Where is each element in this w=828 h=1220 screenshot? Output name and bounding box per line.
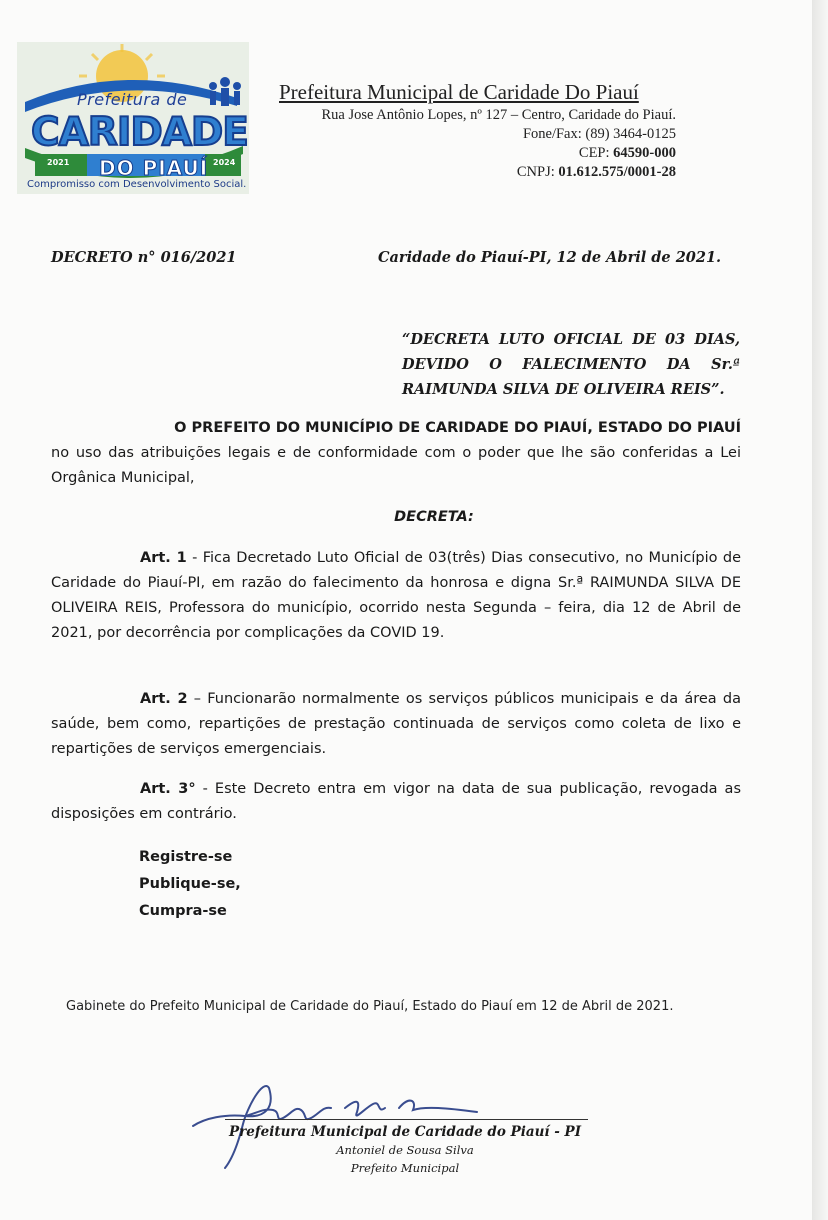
letterhead-title: Prefeitura Municipal de Caridade Do Piauí: [279, 80, 639, 104]
signature-line: [225, 1119, 588, 1120]
decree-number: DECRETO n° 016/2021: [51, 249, 237, 266]
logo-caridade-text: CARIDADE: [31, 110, 248, 155]
signature-role: Prefeito Municipal: [350, 1161, 460, 1175]
signature-name: Antoniel de Sousa Silva: [336, 1143, 474, 1157]
article-1-label: Art. 1: [140, 550, 187, 566]
preamble-text: no uso das atribuições legais e de conformidade com o poder que lhe são conferidas a Lei Orgânica Municipal,: [51, 445, 741, 486]
logo-slogan: Compromisso com Desenvolvimento Social.: [27, 179, 247, 190]
article-3-label: Art. 3°: [140, 781, 196, 797]
article-2-label: Art. 2: [140, 691, 188, 707]
decreta-heading: DECRETA:: [394, 509, 474, 525]
letterhead-info: [276, 106, 676, 182]
preamble-lead: O PREFEITO DO MUNICÍPIO DE CARIDADE DO PIAUÍ, ESTADO DO PIAUÍ: [174, 420, 741, 436]
article-1-text: - Fica Decretado Luto Oficial de 03(três) Dias consecutivo, no Município de Caridade do Piauí-PI, em razão do falecimento da honrosa e digna Sr.ª RAIMUNDA SILVA DE OLIVEIRA REIS, Professora do município, ocorrido nesta Segunda – feira, dia 12 de Abril de 2021, por decorrência por complicações da COVID 19.: [51, 550, 742, 641]
preamble: [51, 416, 741, 491]
letterhead-phone: Fone/Fax: (89) 3464-0125: [522, 126, 676, 142]
logo-do-piaui-text: DO PIAUÍ: [99, 156, 209, 180]
decree-ementa: “DECRETA LUTO OFICIAL DE 03 DIAS, DEVIDO O FALECIMENTO DA Sr.ª RAIMUNDA SILVA DE OLIVEIRA REIS”.: [402, 331, 740, 398]
signature-organization: Prefeitura Municipal de Caridade do Piauí - PI: [229, 1124, 582, 1140]
letterhead-address: Rua Jose Antônio Lopes, nº 127 – Centro, Caridade do Piauí.: [321, 107, 676, 123]
article-1: [51, 546, 741, 646]
article-2: [51, 687, 741, 762]
article-3-text: - Este Decreto entra em vigor na data de sua publicação, revogada as disposições em contrário.: [51, 781, 742, 822]
closing-cumpra: Cumpra-se: [139, 903, 227, 919]
letterhead-cep: [276, 144, 676, 163]
letterhead-cnpj: [276, 163, 676, 182]
logo-year-right: 2024: [213, 158, 236, 167]
article-3: [51, 777, 741, 827]
page-edge: [812, 0, 828, 1220]
gabinete-line: Gabinete do Prefeito Municipal de Caridade do Piauí, Estado do Piauí em 12 de Abril de 2021.: [66, 999, 674, 1014]
cnpj-label: CNPJ:: [516, 164, 555, 180]
closing-formula: [139, 844, 241, 925]
article-2-text: – Funcionarão normalmente os serviços públicos municipais e da área da saúde, bem como, repartições de prestação continuada de serviços como coleta de lixo e repartições de serviços emergenciais.: [51, 691, 741, 757]
closing-publique: Publique-se,: [139, 876, 241, 892]
prefeitura-logo: [17, 42, 249, 194]
logo-prefeitura-text: Prefeitura de: [77, 90, 188, 109]
decree-place-date: Caridade do Piauí-PI, 12 de Abril de 2021.: [378, 249, 722, 266]
cnpj-value: 01.612.575/0001-28: [558, 164, 676, 180]
cep-value: 64590-000: [613, 145, 676, 161]
logo-year-left: 2021: [47, 158, 70, 167]
cep-label: CEP:: [578, 145, 610, 161]
closing-registre: Registre-se: [139, 849, 233, 865]
